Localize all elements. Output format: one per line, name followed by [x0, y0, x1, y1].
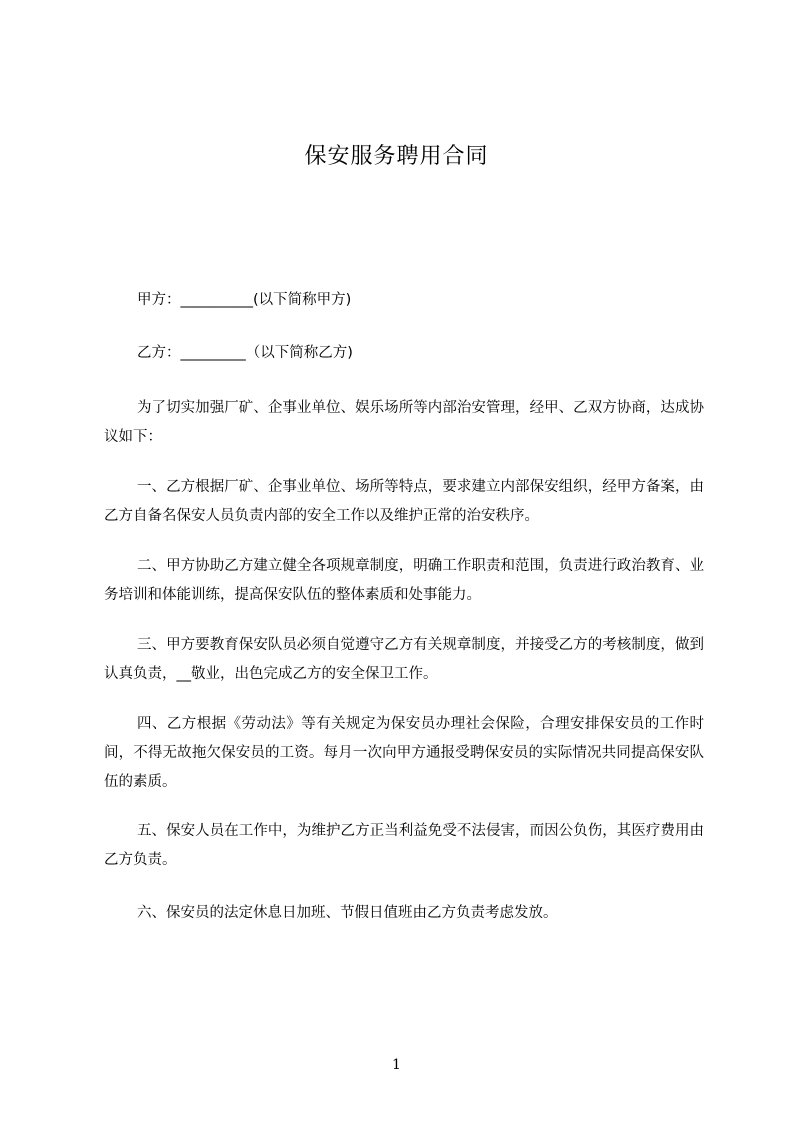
document-title: 保安服务聘用合同 [304, 144, 489, 169]
intro-paragraph: 为了切实加强厂矿、企事业单位、娱乐场所等内部治安管理，经甲、乙双方协商，达成协议如下： [104, 400, 704, 445]
party-b-line [137, 342, 353, 364]
party-b-label: 乙方： [137, 345, 181, 361]
page-number: 1 [392, 1057, 401, 1073]
clause-6: 六、保安员的法定休息日加班、节假日值班由乙方负责考虑发放。 [137, 905, 558, 921]
clause-1: 一、乙方根据厂矿、企事业单位、场所等特点，要求建立内部保安组织，经甲方备案，由乙方自备名保安人员负责内部的安全工作以及维护正常的治安秩序。 [104, 479, 704, 524]
clause-5: 五、保安人员在工作中，为维护乙方正当利益免受不法侵害，而因公负伤，其医疗费用由乙方负责。 [104, 823, 704, 868]
party-a-suffix: (以下简称甲方) [253, 292, 352, 308]
party-a-label: 甲方： [137, 292, 181, 308]
clause-3: 三、甲方要教育保安队员必须自觉遵守乙方有关规章制度，并接受乙方的考核制度，做到认真负责，__敬业，出色完成乙方的安全保卫工作。 [104, 637, 704, 682]
party-a-line [137, 289, 351, 311]
clause-4: 四、乙方根据《劳动法》等有关规定为保安员办理社会保险，合理安排保安员的工作时间，不得无故拖欠保安员的工资。每月一次向甲方通报受聘保安员的实际情况共同提高保安队伍的素质。 [104, 716, 704, 790]
party-b-blank: _________ [180, 345, 246, 361]
party-b-suffix: （以下简称乙方) [245, 345, 353, 361]
party-a-blank: __________ [180, 292, 253, 308]
clause-2: 二、甲方协助乙方建立健全各项规章制度，明确工作职责和范围，负责进行政治教育、业务培训和体能训练，提高保安队伍的整体素质和处事能力。 [104, 558, 704, 603]
